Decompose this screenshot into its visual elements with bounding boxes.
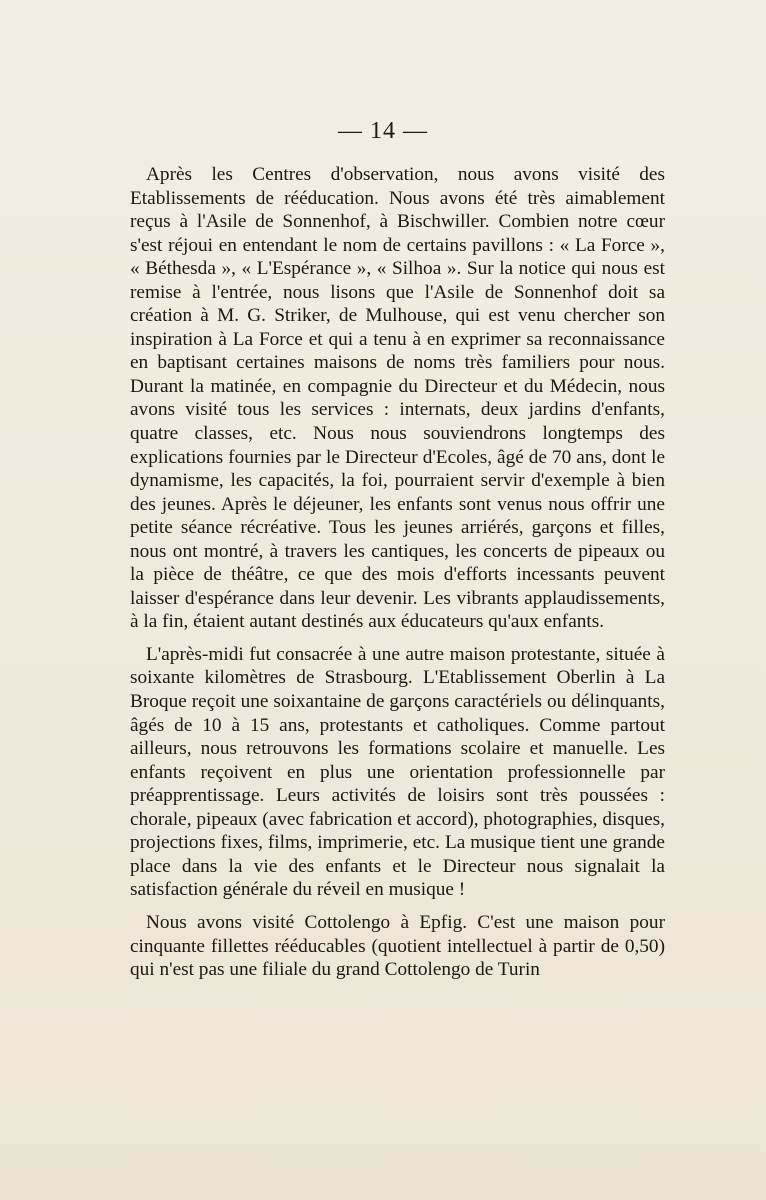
paragraph-cottolengo: Nous avons visité Cottolengo à Epfig. C'est une maison pour cinquante fillettes rééducables (quotient intellectuel à partir de 0,50) qui n'est pas une filiale du grand Cottolengo de Turin	[130, 911, 665, 981]
paragraph-sonnenhof: Après les Centres d'observation, nous avons visité des Etablissements de rééducation. Nous avons été très aimablement reçus à l'Asile de Sonnenhof, à Bischwiller. Combien notre cœur s'est réjoui en entendant le nom de certains pavillons : « La Force », « Béthesda », « L'Espérance », « Silhoa ». Sur la notice qui nous est remise à l'entrée, nous lisons que l'Asile de Sonnenhof doit sa création à M. G. Striker, de Mulhouse, qui est venu chercher son inspiration à La Force et qui a tenu à en exprimer sa reconnaissance en baptisant certaines maisons de noms très familiers pour nous. Durant la matinée, en compagnie du Directeur et du Médecin, nous avons visité tous les services : internats, deux jardins d'enfants, quatre classes, etc. Nous nous souviendrons longtemps des explications fournies par le Directeur d'Ecoles, âgé de 70 ans, dont le dynamisme, les capacités, la foi, pourraient servir d'exemple à bien des jeunes. Après le déjeuner, les enfants sont venus nous offrir une petite séance récréative. Tous les jeunes arriérés, garçons et filles, nous ont montré, à travers les cantiques, les concerts de pipeaux ou la pièce de théâtre, ce que des mois d'efforts incessants peuvent laisser d'espérance dans leur devenir. Les vibrants applaudissements, à la fin, étaient autant destinés aux éducateurs qu'aux enfants.	[130, 164, 665, 633]
paragraph-oberlin: L'après-midi fut consacrée à une autre maison protestante, située à soixante kilomètres de Strasbourg. L'Etablissement Oberlin à La Broque reçoit une soixantaine de garçons caractériels ou délinquants, âgés de 10 à 15 ans, protestants et catholiques. Comme partout ailleurs, nous retrouvons les formations scolaire et manuelle. Les enfants reçoivent en plus une orientation professionnelle par préapprentissage. Leurs activités de loisirs sont très poussées : chorale, pipeaux (avec fabrication et accord), photographies, disques, projections fixes, films, imprimerie, etc. La musique tient une grande place dans la vie des enfants et le Directeur nous signalait la satisfaction générale du réveil en musique !	[130, 643, 665, 901]
page-number: — 14 —	[338, 118, 428, 144]
page-body	[130, 163, 665, 982]
